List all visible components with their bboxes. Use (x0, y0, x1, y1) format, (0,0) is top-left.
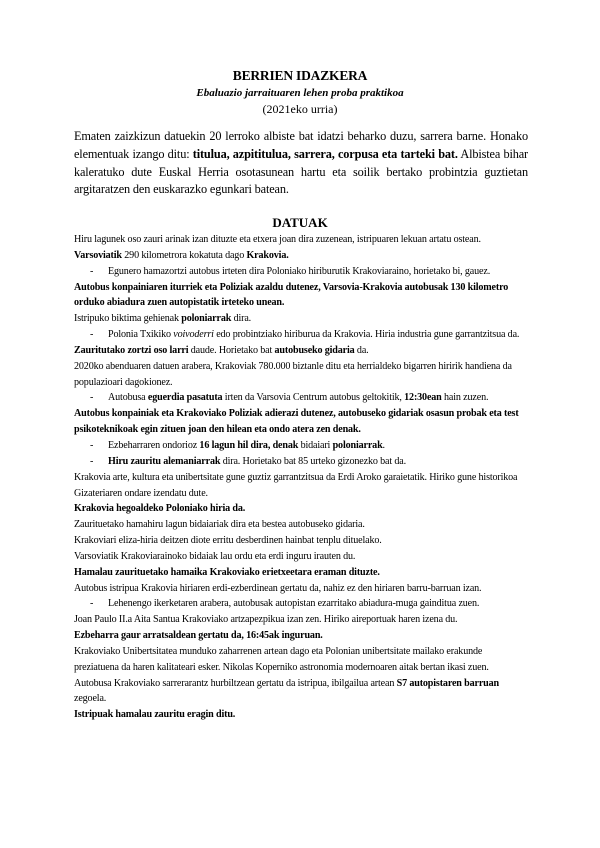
fact-text: bidaiari (298, 439, 333, 451)
fact-bullet (74, 438, 526, 454)
fact-text: Autobusa (108, 392, 148, 404)
fact-bullet (74, 596, 526, 612)
fact-bold: autobuseko gidaria (274, 344, 355, 356)
fact-text: 290 kilometrora kokatuta dago (121, 249, 247, 261)
fact-paragraph: Istripuak hamalau zauritu eragin ditu. (74, 709, 236, 721)
fact-bullets (74, 596, 526, 612)
fact-paragraph (74, 676, 526, 708)
fact-text: hain zuzen. (441, 392, 489, 404)
fact-paragraph: Hiru lagunek oso zauri arinak izan dituzte eta etxera joan dira zuzenean, istripuaren lekuan artatu ostean. (74, 234, 481, 245)
fact-bold: poloniarrak (181, 313, 232, 325)
fact-paragraph: 2020ko abenduaren datuen arabera, Krakoviak 780.000 biztanle ditu eta herrialdeko bigarren hiririk handiena da populazioari dagokionez. (74, 360, 512, 388)
intro-elements: titulua, azpititulua, sarrera, corpusa eta tarteki bat. (192, 146, 458, 161)
fact-paragraph: Krakoviari eliza-hiria deitzen diote erritu desberdinen hainbat tenplu dituelako. (74, 535, 382, 547)
fact-text: da. (354, 344, 369, 356)
fact-text: Ezbeharraren ondorioz (108, 439, 200, 451)
fact-paragraph: Autobus konpainiak eta Krakoviako Poliziak adierazi dutenez, autobuseko gidariak osasun probak eta test psikoteknikoak egin zituen joan den hilean eta ondo atera zen denak. (74, 408, 519, 436)
bullet-dash: - (90, 329, 94, 341)
fact-bold: 12:30ean (404, 392, 442, 404)
datuak-list (74, 232, 526, 723)
fact-italic: voivoderri (173, 329, 214, 341)
document-date: (2021eko urria) (262, 102, 338, 116)
fact-bullet (74, 390, 526, 406)
fact-paragraph: Zaurituetako hamahiru lagun bidaiariak dira eta bestea autobuseko gidaria. (74, 519, 365, 531)
fact-bullet (74, 327, 526, 343)
section-title: DATUAK (272, 215, 328, 230)
fact-paragraph: Krakovia arte, kultura eta unibertsitate gune guztiz garrantzitsua da Erdi Aroko garaietatik. Hiriko gune historikoa Gizateriaren ondare izendatu dute. (74, 471, 518, 499)
fact-bold: eguerdia pasatuta (147, 392, 223, 404)
fact-bullets (74, 390, 526, 406)
fact-text: dira. Horietako bat 85 urteko gizonezko bat da. (220, 455, 406, 467)
fact-text: daude. Horietako bat (188, 344, 275, 356)
bullet-dash: - (90, 598, 94, 610)
intro-paragraph (74, 128, 528, 199)
fact-paragraph: Krakovia hegoaldeko Poloniako hiria da. (74, 503, 246, 515)
intro-text-3: Albistea bihar kaleratuko dute Euskal Herria osotasunean hartu eta soilik bertako probintzia guztietan argitaratzen den euskarazko egunkari batean. (74, 146, 528, 197)
fact-paragraph: Hamalau zaurituetako hamaika Krakoviako erietxeetara eraman dituzte. (74, 566, 380, 578)
fact-paragraph: Ezbeharra gaur arratsaldean gertatu da, 16:45ak inguruan. (74, 630, 323, 642)
fact-paragraph: Varsoviatik Krakoviarainoko bidaiak lau ordu eta erdi inguru irauten du. (74, 550, 356, 562)
fact-bold: Krakovia. (246, 249, 289, 261)
intro-text-1: Ematen zaizkizun datuekin 20 lerroko albiste bat idatzi beharko duzu, sarrera barne. Honako elementuak izango ditu: (74, 129, 528, 161)
fact-paragraph (74, 343, 526, 359)
fact-paragraph: Autobus istripua Krakovia hiriaren erdi-ezberdinean gertatu da, nahiz ez den hiriaren barru-barruan izan. (74, 582, 482, 594)
fact-paragraph: Autobus konpainiaren iturriek eta Poliziak azaldu dutenez, Varsovia-Krakovia autobusak 130 kilometro orduko abiadura zuen autopistatik irteteko unean. (74, 281, 509, 309)
document-subtitle: Ebaluazio jarraituaren lehen proba praktikoa (196, 87, 404, 99)
bullet-dash: - (90, 439, 94, 451)
fact-bullet (74, 264, 526, 280)
fact-bold: Zauritutako zortzi oso larri (74, 344, 189, 356)
fact-bold: Hiru zauritu alemaniarrak (108, 455, 221, 467)
fact-text: dira. (231, 313, 252, 325)
fact-text: Egunero hamazortzi autobus irteten dira Poloniako hiriburutik Krakoviaraino, horietako bi, gauez. (108, 265, 491, 277)
fact-text: Autobusa Krakoviako sarrerarantz hurbiltzean gertatu da istripua, ibilgailua artean (74, 677, 397, 689)
fact-text: Lehenengo ikerketaren arabera, autobusak autopistan ezarritako abiadura-muga gainditua zuen. (108, 598, 480, 610)
fact-paragraph: Krakoviako Unibertsitatea munduko zaharrenen artean dago eta Polonian unibertsitate mailako erakunde preziatuena da haren kalitateari esker. Nikolas Koperniko astronomia modernoaren aitak bertan ikasi zuen. (74, 645, 489, 673)
fact-bold: Varsoviatik (74, 249, 122, 261)
fact-bold: 16 lagun hil dira, denak (199, 439, 299, 451)
fact-bullets (74, 327, 526, 343)
bullet-dash: - (90, 392, 94, 404)
bullet-dash: - (90, 455, 94, 467)
fact-text: edo probintziako hiriburua da Krakovia. Hiria industria gune garrantzitsua da. (213, 329, 520, 341)
fact-paragraph (74, 311, 526, 327)
fact-text: Istripuko biktima gehienak (74, 313, 182, 325)
fact-bold: S7 autopistaren barruan (396, 677, 499, 689)
fact-bullets (74, 264, 526, 280)
fact-bullet (74, 454, 526, 470)
fact-text: zegoela. (74, 693, 107, 705)
fact-text: irten da Varsovia Centrum autobus geltokitik, (222, 392, 405, 404)
bullet-dash: - (90, 265, 94, 277)
fact-text: . (382, 439, 385, 451)
fact-text: Polonia Txikiko (108, 329, 174, 341)
fact-bullets (74, 438, 526, 470)
document-title: BERRIEN IDAZKERA (232, 68, 368, 83)
fact-bold: poloniarrak (332, 439, 383, 451)
fact-paragraph: Joan Paulo II.a Aita Santua Krakoviako artzapezpikua izan zen. Hiriko aireportuak haren izena du. (74, 614, 458, 626)
fact-paragraph (74, 248, 526, 264)
